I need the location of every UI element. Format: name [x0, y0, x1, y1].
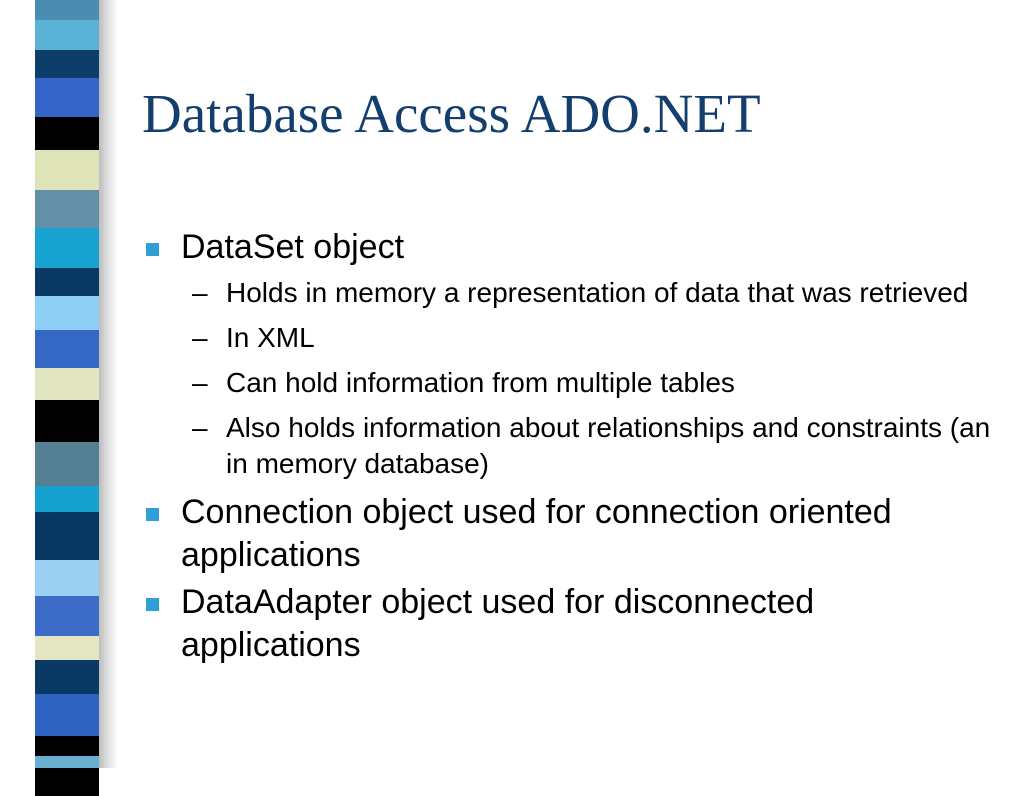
dash-bullet-icon: – [192, 277, 208, 308]
slide-title: Database Access ADO.NET [142, 83, 761, 144]
stripe-shadow [98, 0, 118, 768]
sub-bullet-item [142, 320, 1002, 356]
sub-bullet-list [142, 275, 1002, 482]
sub-bullet-item [142, 410, 1002, 482]
sub-bullet-item [142, 275, 1002, 311]
sub-bullet-text: Can hold information from multiple tables [226, 367, 735, 398]
bullet-text: Connection object used for connection oriented applications [181, 493, 892, 574]
dash-bullet-icon: – [192, 412, 208, 443]
sub-bullet-text: Holds in memory a representation of data that was retrieved [226, 277, 969, 308]
dash-bullet-icon: – [192, 367, 208, 398]
square-bullet-icon [146, 508, 159, 521]
bullet-text: DataSet object [181, 228, 405, 266]
bullet-text: DataAdapter object used for disconnected applications [181, 583, 815, 664]
stripe-band [35, 756, 99, 768]
bullet-item [142, 491, 1002, 577]
bullet-item [142, 226, 1002, 269]
sub-bullet-item [142, 365, 1002, 401]
decorative-stripe [0, 0, 100, 768]
slide-content [142, 226, 1002, 671]
square-bullet-icon [146, 598, 159, 611]
sub-bullet-text: Also holds information about relationships and constraints (an in memory database) [226, 412, 991, 479]
sub-bullet-text: In XML [226, 322, 315, 353]
square-bullet-icon [146, 243, 159, 256]
bullet-item [142, 581, 1002, 667]
dash-bullet-icon: – [192, 322, 208, 353]
